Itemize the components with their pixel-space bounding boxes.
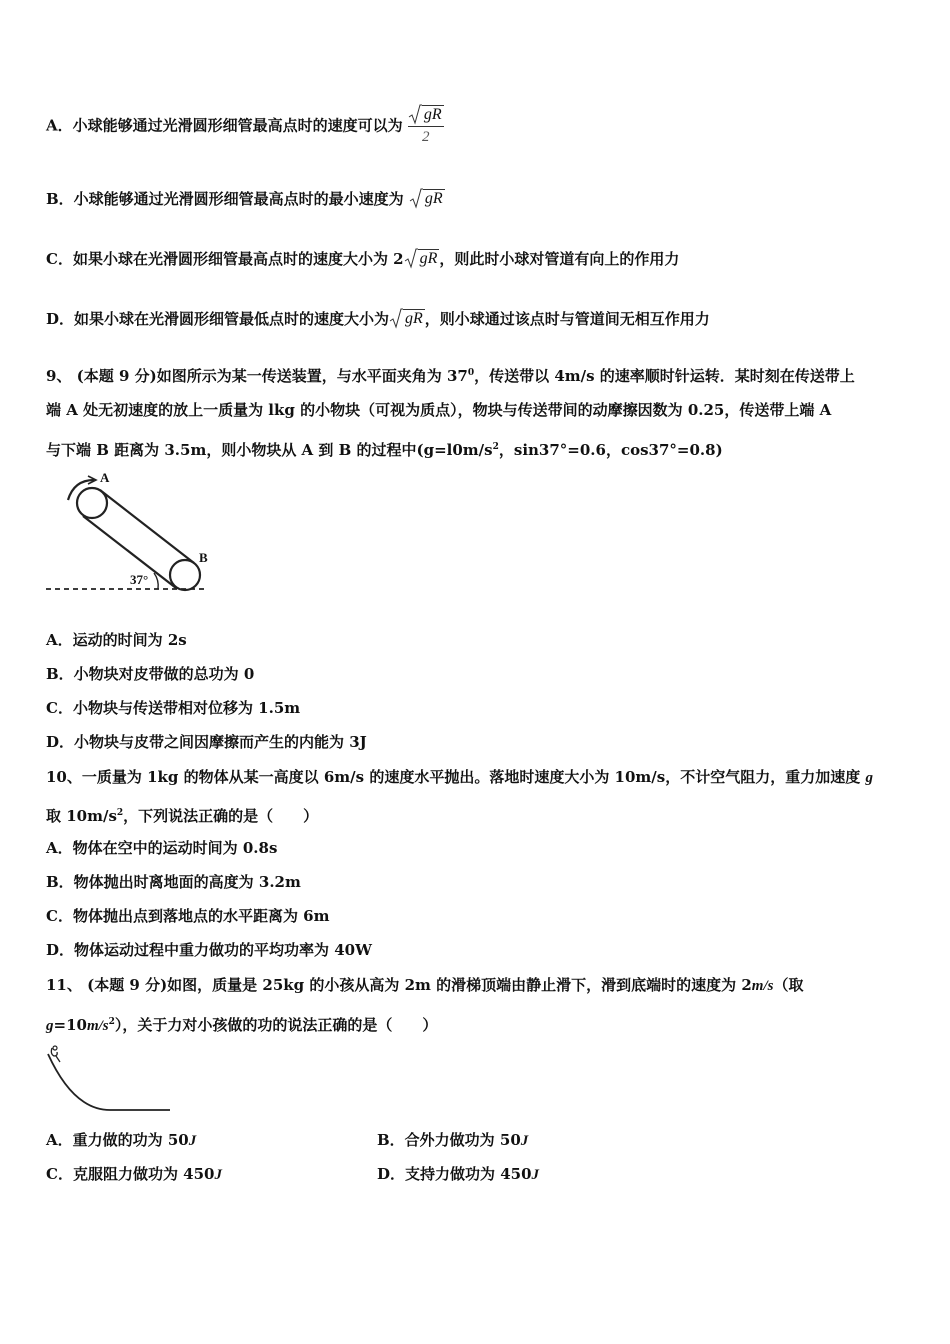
q11-option-d: D．支持力做功为 450J	[377, 1165, 540, 1183]
q11-stem-line-2: $g=10m/s^2$），关于力对小孩做的功的说法正确的是（ ）	[46, 1016, 438, 1034]
q10-option-a: A．物体在空中的运动时间为 0.8s	[46, 839, 278, 857]
sqrt-gR: gR	[409, 188, 445, 210]
q9-option-c: C．小物块与传送带相对位移为 1.5m	[46, 699, 301, 717]
q10-stem-line-2: 取 $10m/s^2$，下列说法正确的是（ ）	[46, 807, 319, 825]
q10-option-b: B．物体抛出时离地面的高度为 3.2m	[46, 873, 301, 891]
fraction-sqrt-gR-over-2: $\frac{gR}{2}$	[408, 104, 444, 147]
q11-stem-line-1: 11、 (本题 9 分)如图，质量是 25kg 的小孩从高为 2m 的滑梯顶端由静止滑下，滑到底端时的速度为 2m/s（取	[46, 976, 804, 994]
q8-option-b: B．小球能够通过光滑圆形细管最高点时的最小速度为 gR	[46, 190, 443, 208]
radical-sign-icon	[408, 104, 422, 126]
q11-option-b: B．合外力做功为 50J	[377, 1131, 529, 1149]
radical-sign-icon	[389, 308, 403, 330]
q8-option-a: A．小球能够通过光滑圆形细管最高点时的速度可以为 $\frac{gR}{2}$	[46, 106, 442, 145]
q9-option-b: B．小物块对皮带做的总功为 0	[46, 665, 255, 683]
sqrt-gR: gR	[404, 248, 440, 270]
conveyor-belt-figure	[40, 470, 220, 598]
q11-option-c: C．克服阻力做功为 450J	[46, 1165, 222, 1183]
q10-stem-line-1: 10、一质量为 1kg 的物体从某一高度以 6m/s 的速度水平抛出。落地时速度大小为 10m/s，不计空气阻力，重力加速度 g	[46, 768, 873, 786]
q9-stem-line-3: 与下端 B 距离为 3.5m，则小物块从 A 到 B 的过程中($g=l0m/s^2$，sin37°=0.6，cos37°=0.8)	[46, 441, 723, 459]
q10-option-d: D．物体运动过程中重力做功的平均功率为 40W	[46, 941, 372, 959]
label-b: B	[199, 550, 208, 565]
q10-option-c: C．物体抛出点到落地点的水平距离为 6m	[46, 907, 330, 925]
q9-option-a: A．运动的时间为 2s	[46, 631, 187, 649]
angle-arc	[154, 573, 158, 589]
slide-curve	[48, 1054, 170, 1110]
sqrt-gR: gR	[389, 308, 425, 330]
belt-upper-edge	[100, 490, 194, 563]
q9-stem-line-1: 9、 (本题 9 分)如图所示为某一传送装置，与水平面夹角为 $37^0$，传送带以 4m/s 的速率顺时针运转．某时刻在传送带上	[46, 367, 855, 385]
q9-option-d: D．小物块与皮带之间因摩擦而产生的内能为 3J	[46, 733, 367, 751]
q9-stem-line-2: 端 A 处无初速度的放上一质量为 lkg 的小物块（可视为质点），物块与传送带间的动摩擦因数为 0.25，传送带上端 A	[46, 401, 832, 419]
conveyor-belt-diagram	[46, 476, 205, 590]
radical-sign-icon	[404, 248, 418, 270]
label-angle: 37°	[130, 572, 149, 587]
q11-option-a: A．重力做的功为 50J	[46, 1131, 197, 1149]
slide-figure	[44, 1044, 174, 1114]
radical-sign-icon	[409, 188, 423, 210]
label-a: A	[100, 470, 110, 485]
child-head-icon	[53, 1046, 57, 1050]
q8-option-c: C．如果小球在光滑圆形细管最高点时的速度大小为 2 gR ，则此时小球对管道有向上的作用力	[46, 250, 680, 268]
q8-option-d: D．如果小球在光滑圆形细管最低点时的速度大小为 gR ，则小球通过该点时与管道间无相互作用力	[46, 310, 710, 328]
